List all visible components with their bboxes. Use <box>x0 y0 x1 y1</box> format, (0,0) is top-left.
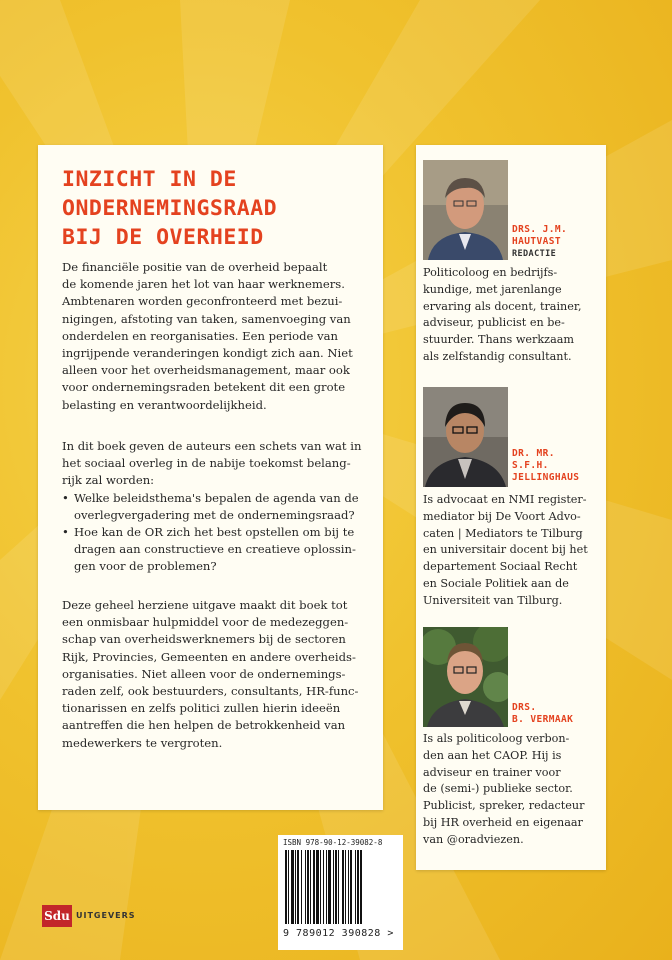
barcode <box>283 850 399 926</box>
text-line: schap van overheidswerknemers bij de sectoren <box>62 632 346 647</box>
bio-line: caten | Mediators te Tilburg <box>423 526 583 540</box>
bio-line: van @oradviezen. <box>423 832 524 846</box>
publisher-name: UITGEVERS <box>76 911 136 920</box>
barcode-bar <box>345 850 346 924</box>
author-role: REDACTIE <box>512 249 557 259</box>
name-line: DR. MR. <box>512 448 555 459</box>
barcode-bar <box>355 850 356 924</box>
barcode-bar <box>360 850 362 924</box>
text-line: • Welke beleidsthema's bepalen de agenda van de <box>74 490 359 505</box>
author-name-vermaak <box>512 702 604 726</box>
text-line: medewerkers te vergroten. <box>62 735 223 750</box>
text-line: alleen voor het overheidsmanagement, maar ook <box>62 363 350 378</box>
isbn-digits: 9 789012 390828 > <box>283 928 394 939</box>
bio-line: bij HR overheid en eigenaar <box>423 815 583 829</box>
barcode-bar <box>301 850 302 924</box>
barcode-bar <box>342 850 344 924</box>
bio-line: kundige, met jarenlange <box>423 282 562 296</box>
barcode-bar <box>288 850 289 924</box>
text-line: onderdelen en reorganisaties. Een periode van <box>62 328 339 343</box>
text-line: aantreffen die hen helpen de betrokkenheid van <box>62 718 346 733</box>
barcode-bar <box>333 850 334 924</box>
barcode-bar <box>305 850 306 924</box>
bio-line: den aan het CAOP. Hij is <box>423 748 562 762</box>
text-line: tionarissen en zelfs politici zullen hierin ideeën <box>62 701 341 716</box>
barcode-bar <box>328 850 331 924</box>
text-line: Deze geheel herziene uitgave maakt dit boek tot <box>62 598 348 612</box>
text-line: gen voor de problemen? <box>74 559 217 574</box>
text-line: rijk zal worden: <box>62 473 155 488</box>
paragraph-intro <box>62 259 377 414</box>
text-line: nigingen, afstoting van taken, samenvoeging van <box>62 311 351 326</box>
barcode-bar <box>323 850 324 924</box>
barcode-bar <box>310 850 311 924</box>
bio-line: Publicist, spreker, redacteur <box>423 799 585 813</box>
text-line: de komende jaren het lot van haar werknemers. <box>62 277 345 292</box>
title-line: ONDERNEMINGSRAAD <box>62 196 278 221</box>
name-line: DRS. J.M. <box>512 224 568 235</box>
barcode-bar <box>335 850 337 924</box>
barcode-bar <box>297 850 299 924</box>
author-name-jellinghaus <box>512 448 604 484</box>
paragraph-audience <box>62 597 377 752</box>
text-line: het sociaal overleg in de nabije toekomst belang- <box>62 456 351 471</box>
author-photo-jellinghaus <box>423 387 508 487</box>
text-line: belasting en verantwoordelijkheid. <box>62 397 267 412</box>
bio-line: adviseur, publicist en be- <box>423 316 565 330</box>
bullet-item <box>62 524 377 576</box>
author-photo-hautvast <box>423 160 508 260</box>
barcode-bar <box>338 850 339 924</box>
barcode-bar <box>326 850 327 924</box>
barcode-bar <box>313 850 315 924</box>
bio-line: Is als politicoloog verbon- <box>423 732 570 745</box>
text-line: Ambtenaren worden geconfronteerd met bezui- <box>62 294 343 309</box>
text-line: raden zelf, ook bestuurders, consultants, HR-func- <box>62 684 359 699</box>
title-line: INZICHT IN DE <box>62 167 237 192</box>
author-bio-vermaak <box>423 731 603 849</box>
name-line: HAUTVAST <box>512 236 561 247</box>
bio-line: als zelfstandig consultant. <box>423 349 572 363</box>
bio-line: departement Sociaal Recht <box>423 560 578 574</box>
author-photo-vermaak <box>423 627 508 727</box>
name-line: S.F.H. <box>512 460 549 471</box>
name-line: JELLINGHAUS <box>512 472 580 483</box>
barcode-bar <box>348 850 349 924</box>
barcode-bar <box>285 850 287 924</box>
text-line: organisaties. Niet alleen voor de ondernemings- <box>62 666 346 681</box>
barcode-bar <box>320 850 321 924</box>
text-line: voor ondernemingsraden betekent dit een grote <box>62 380 346 395</box>
text-line: overlegvergadering met de ondernemingsraad? <box>74 507 355 522</box>
barcode-bar <box>291 850 294 924</box>
publisher-logo: Sdu <box>42 905 72 927</box>
isbn-label: ISBN 978-90-12-39082-8 <box>283 838 383 847</box>
barcode-bar <box>307 850 309 924</box>
bio-line: ervaring als docent, trainer, <box>423 299 582 313</box>
text-line: een onmisbaar hulpmiddel voor de medezeggen- <box>62 615 349 630</box>
name-line: DRS. <box>512 702 537 713</box>
paragraph-topics <box>62 438 377 576</box>
author-bio-hautvast <box>423 265 603 366</box>
bio-line: en Sociale Politiek aan de <box>423 576 569 590</box>
barcode-bar <box>316 850 319 924</box>
bio-line: Universiteit van Tilburg. <box>423 593 563 607</box>
bullet-item <box>62 490 377 524</box>
text-line: De financiële positie van de overheid bepaalt <box>62 260 328 274</box>
bio-line: stuurder. Thans werkzaam <box>423 333 575 347</box>
author-bio-jellinghaus <box>423 492 603 610</box>
barcode-bar <box>295 850 296 924</box>
bio-line: de (semi-) publieke sector. <box>423 782 573 796</box>
name-line: B. VERMAAK <box>512 714 574 725</box>
book-title <box>62 165 372 252</box>
bio-line: Is advocaat en NMI register- <box>423 493 587 506</box>
barcode-bar <box>350 850 352 924</box>
author-name-hautvast <box>512 224 604 260</box>
text-line: In dit boek geven de auteurs een schets van wat in <box>62 439 362 453</box>
bio-line: en universitair docent bij het <box>423 543 588 557</box>
bio-line: adviseur en trainer voor <box>423 765 561 779</box>
text-line: Rijk, Provincies, Gemeenten en andere overheids- <box>62 649 356 664</box>
bio-line: Politicoloog en bedrijfs- <box>423 266 558 279</box>
text-line: ingrijpende veranderingen kondigt zich aan. Niet <box>62 346 353 361</box>
text-line: • Hoe kan de OR zich het best opstellen om bij te <box>74 525 355 540</box>
title-line: BIJ DE OVERHEID <box>62 225 264 250</box>
bio-line: mediator bij De Voort Advo- <box>423 509 581 523</box>
barcode-bar <box>357 850 359 924</box>
text-line: dragen aan constructieve en creatieve oplossin- <box>74 542 356 557</box>
